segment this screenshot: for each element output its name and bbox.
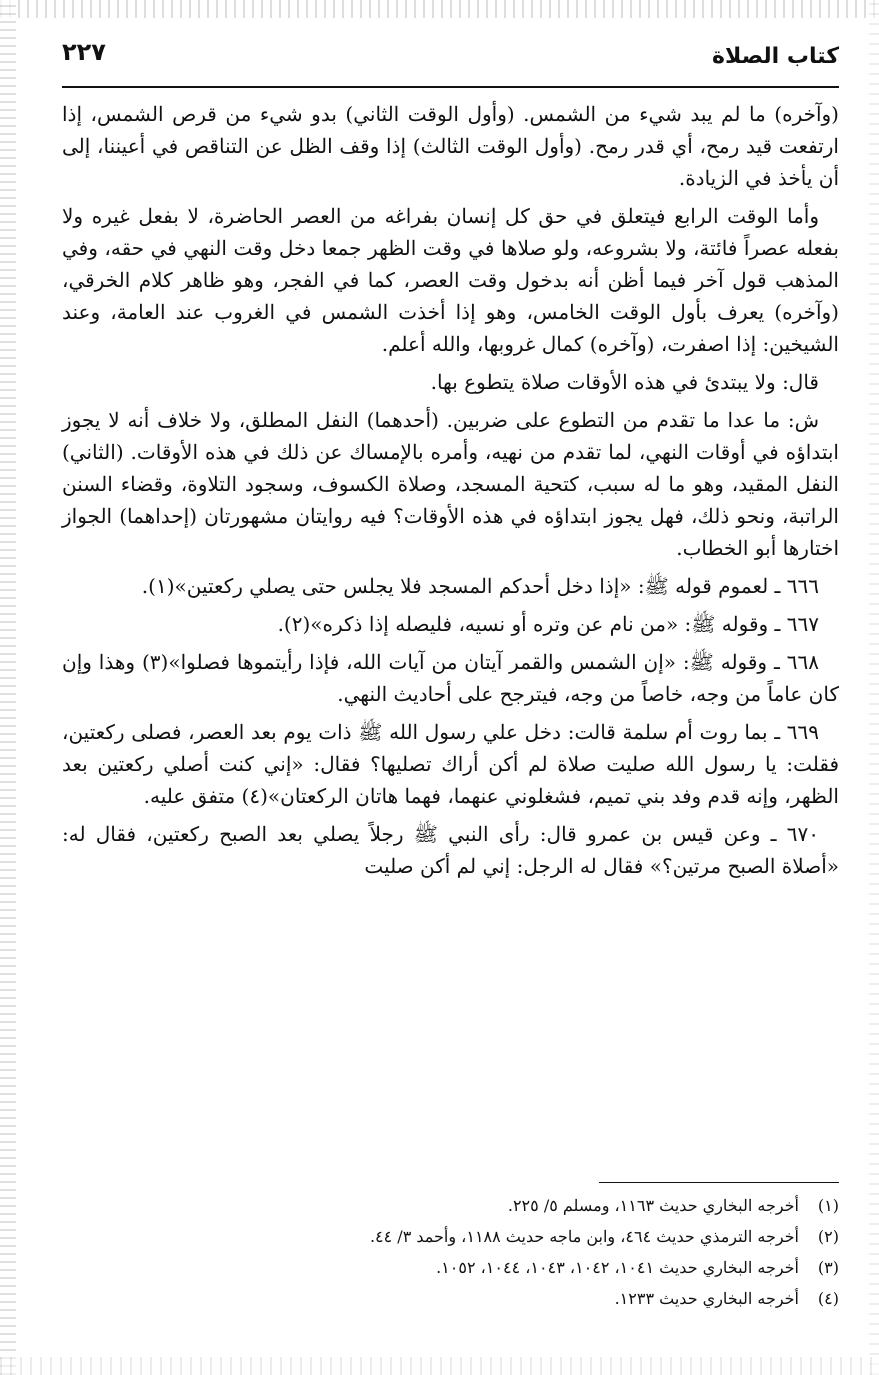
paragraph: ش: ما عدا ما تقدم من التطوع على ضربين. (أحدهما) النفل المطلق، ولا خلاف أنه لا يجوز ابتداؤه في أوقات النهي، لما تقدم من نهيه، وأمره بالإمساك عن ذلك في هذه الأوقات. (الثاني) النفل المقيد، وهو ما له سبب، كتحية المسجد، وصلاة الكسوف، وسجود التلاوة، وقضاء السنن الراتبة، ونحو ذلك، فهل يجوز ابتداؤه في هذه الأوقات؟ فيه روايتان مشهورتان (إحداهما) الجواز اختارها أبو الخطاب. [62, 408, 839, 560]
header-rule [62, 86, 839, 88]
footnote-text: أخرجه البخاري حديث ١١٦٣، ومسلم ٥/ ٢٢٥. [507, 1196, 799, 1215]
page-border-top [0, 0, 879, 18]
page-header [62, 32, 839, 88]
hadith-paragraph: ٦٦٨ ـ وقوله ﷺ: «إن الشمس والقمر آيتان من آيات الله، فإذا رأيتموها فصلوا»(٣) وهذا وإن كان عاماً من وجه، خاصاً من وجه، فيترجح على أحاديث النهي. [62, 650, 839, 706]
hadith-paragraph: ٦٦٦ ـ لعموم قوله ﷺ: «إذا دخل أحدكم المسجد فلا يجلس حتى يصلي ركعتين»(١). [141, 574, 819, 598]
chapter-title: كتاب الصلاة [712, 44, 839, 69]
footnote [62, 1283, 839, 1314]
hadith-paragraph: ٦٧٠ ـ وعن قيس بن عمرو قال: رأى النبي ﷺ رجلاً يصلي بعد الصبح ركعتين، فقال له: «أصلاة الصبح مرتين؟» فقال له الرجل: إني لم أكن صليت [62, 822, 839, 878]
footnote-number: (٤) [817, 1289, 839, 1308]
footnote-number: (٢) [817, 1227, 839, 1246]
footnote-separator [599, 1182, 839, 1183]
footnote-text: أخرجه البخاري حديث ١٠٤١، ١٠٤٢، ١٠٤٣، ١٠٤٤، ١٠٥٢. [436, 1258, 799, 1277]
paragraph: قال: ولا يبتدئ في هذه الأوقات صلاة يتطوع بها. [430, 370, 819, 394]
page-number: ٢٢٧ [62, 38, 106, 66]
paragraph: وأما الوقت الرابع فيتعلق في حق كل إنسان بفراغه من العصر الحاضرة، لا بفعل غيره ولا بفعله عصراً فائتة، ولا بشروعه، ولو صلاها في وقت الظهر جمعا دخل وقت النهي في حقه، وفي المذهب قول آخر فيما أظن أنه بدخول وقت العصر، كما في الفجر، وهو ظاهر كلام الخرقي، (وآخره) يعرف بأول الوقت الخامس، وهو إذا أخذت الشمس في الغروب عند العامة، وعند الشيخين: إذا اصفرت، (وآخره) كمال غروبها، والله أعلم. [62, 204, 839, 356]
hadith-paragraph: ٦٦٩ ـ بما روت أم سلمة قالت: دخل علي رسول الله ﷺ ذات يوم بعد العصر، فصلى ركعتين، فقلت: يا رسول الله صليت صلاة لم أكن أراك تصليها؟ فقال: «إني كنت أصلي ركعتين بعد الظهر، وإنه قدم وفد بني تميم، فشغلوني عنهما، فهما هاتان الركعتان»(٤) متفق عليه. [62, 720, 839, 808]
footnotes [62, 1190, 839, 1314]
footnote-number: (٣) [817, 1258, 839, 1277]
footnote [62, 1252, 839, 1283]
main-text [62, 98, 839, 888]
page-border-right [869, 0, 879, 1375]
footnote [62, 1190, 839, 1221]
page-border-bottom [0, 1357, 879, 1375]
footnote-number: (١) [817, 1196, 839, 1215]
footnote-text: أخرجه الترمذي حديث ٤٦٤، وابن ماجه حديث ١١٨٨، وأحمد ٣/ ٤٤. [369, 1227, 799, 1246]
footnote-text: أخرجه البخاري حديث ١٢٣٣. [614, 1289, 799, 1308]
paragraph: (وآخره) ما لم يبد شيء من الشمس. (وأول الوقت الثاني) بدو شيء من قرص الشمس، إذا ارتفعت قيد رمح، أي قدر رمح. (وأول الوقت الثالث) إذا وقف الظل عن التناقص في أعيننا، إلى أن يأخذ في الزيادة. [62, 102, 839, 190]
footnote [62, 1221, 839, 1252]
hadith-paragraph: ٦٦٧ ـ وقوله ﷺ: «من نام عن وتره أو نسيه، فليصله إذا ذكره»(٢). [277, 612, 819, 636]
page-border-left [0, 0, 16, 1375]
